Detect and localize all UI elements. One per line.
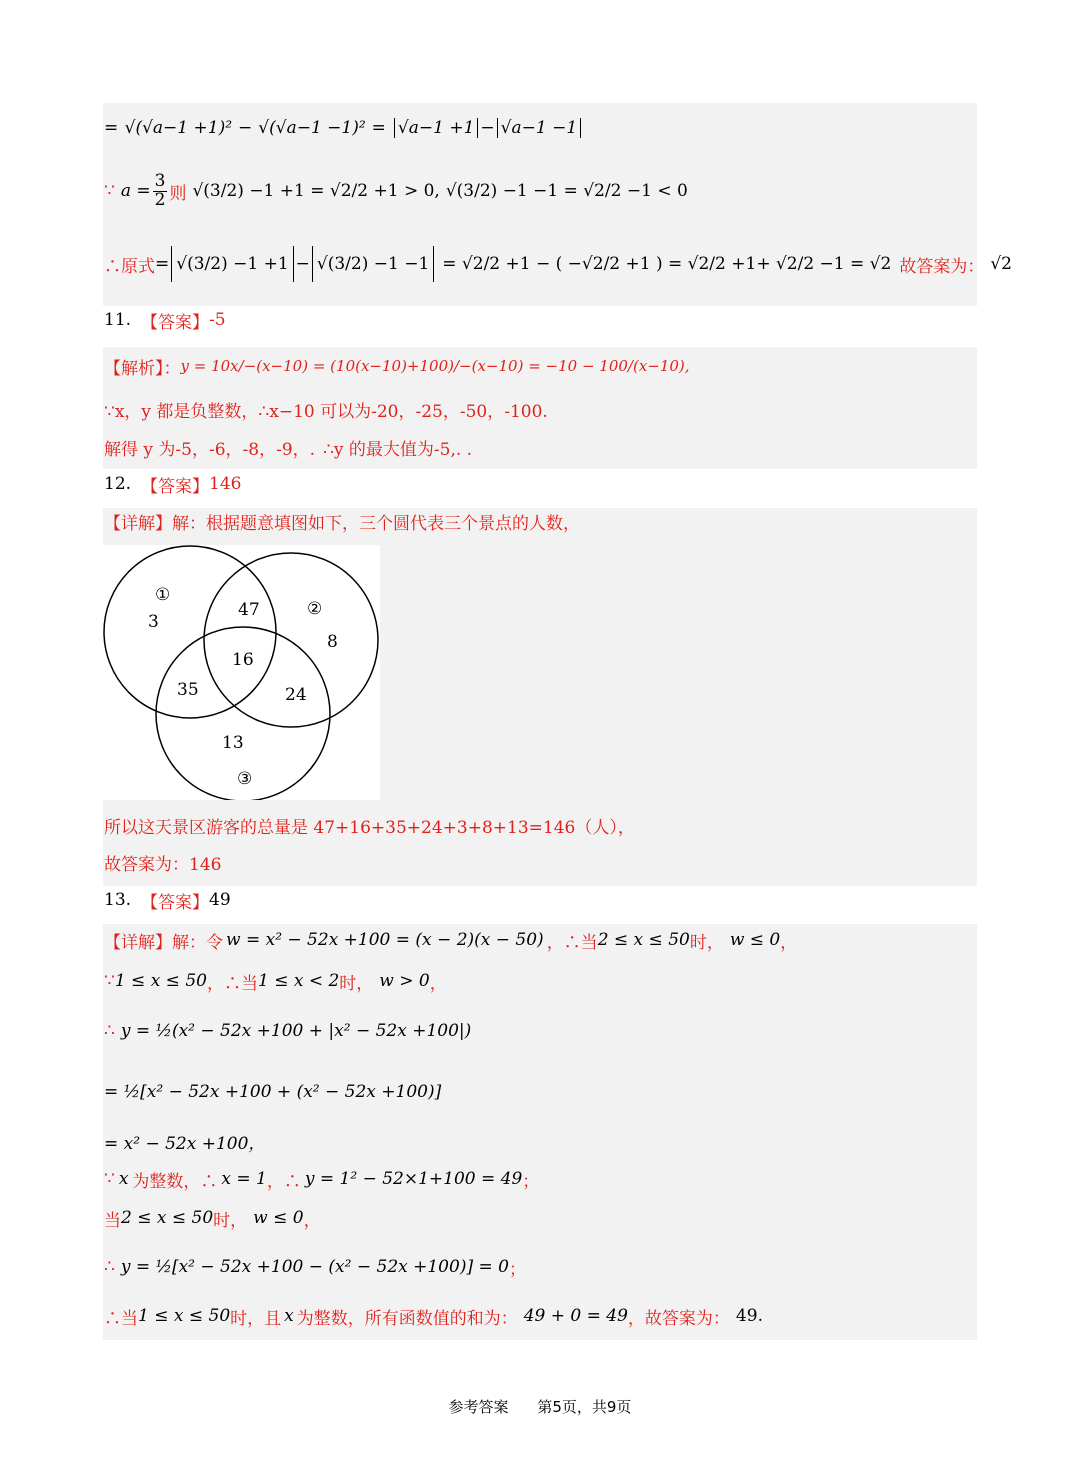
- q10-line1-expr-b: √(√a−1 −1)²: [258, 118, 366, 138]
- q11-answer-line: [104, 307, 226, 333]
- footer-page-number: 第5页，共9页: [537, 1398, 632, 1416]
- q10-part1: √(3/2) −1 +1 = √2/2 +1 > 0,: [192, 181, 440, 201]
- q13-l8-math: y = ½[x² − 52x +100 − (x² − 52x +100)] = 0: [120, 1257, 509, 1277]
- q10-answer-label: 故答案为：: [899, 256, 985, 277]
- q11-analysis-label: 【解析】：: [104, 358, 181, 379]
- venn-label-3: ③: [237, 769, 253, 789]
- q11-line3-b: ∴y 的最大值为-5,. .: [323, 439, 473, 460]
- q13-l6-b: 为整数，∴: [132, 1171, 218, 1192]
- q10-line3-abs2: √(3/2) −1 −1: [312, 246, 434, 282]
- venn-only-2: 8: [327, 632, 338, 652]
- q12-answer: 146: [209, 474, 242, 494]
- q13-l1-text: 解：令: [172, 932, 223, 953]
- q13-l2-c: 时，: [339, 973, 374, 994]
- q13-answer: 49: [209, 890, 231, 910]
- q10-line-2: [104, 168, 688, 214]
- q13-l1-math3: w ≤ 0: [729, 930, 781, 950]
- q13-l6-math: x: [118, 1169, 129, 1189]
- q13-l9-a: ∴当: [104, 1308, 138, 1329]
- q13-l7-math: 2 ≤ x ≤ 50: [121, 1208, 214, 1228]
- q10-line1-eq2: =: [371, 118, 386, 138]
- q13-line-3: [104, 1010, 471, 1052]
- q13-l9-math: 1 ≤ x ≤ 50: [138, 1306, 231, 1326]
- page-footer: [0, 1396, 1080, 1417]
- q13-l9-math2: x: [284, 1306, 294, 1326]
- q12-total-line: [104, 812, 635, 838]
- q10-line-3: [104, 240, 1012, 288]
- q13-line-1: [104, 927, 797, 953]
- venn-only-1: 3: [148, 612, 159, 632]
- q10-line3-rest: = √2/2 +1 − ( −√2/2 +1 ) = √2/2 +1+ √2/2 −1 = √2: [442, 254, 892, 274]
- q12-detail-line: [104, 508, 580, 534]
- q10-frac-den: 2: [154, 189, 166, 210]
- q13-l6-c: ，∴: [266, 1171, 301, 1192]
- q10-because: ∵: [104, 181, 115, 201]
- q10-line1-abs-a: √a−1 +1: [394, 118, 479, 138]
- q11-analysis-formula: y = 10x/−(x−10) = (10(x−10)+100)/−(x−10) = −10 − 100/(x−10),: [180, 357, 690, 375]
- q13-l9-d: ，故答案为：: [627, 1308, 730, 1329]
- q10-therefore: ∴原式: [104, 256, 155, 277]
- q13-l9-end: .: [757, 1306, 763, 1326]
- q13-l5-math: = x² − 52x +100，: [104, 1133, 266, 1154]
- q10-line3-minus: −: [295, 254, 310, 274]
- q13-l2-math2: 1 ≤ x < 2: [257, 971, 340, 991]
- q13-l9-c: 为整数，所有函数值的和为：: [296, 1308, 518, 1329]
- q10-part2: √(3/2) −1 −1 = √2/2 −1 < 0: [445, 181, 688, 201]
- q11-line2-b: ∴x−10 可以为-20，-25，-50，-100.: [258, 401, 548, 422]
- q10-line1-minus2: −: [480, 118, 495, 138]
- venn-label-1: ①: [155, 585, 171, 605]
- q13-answer-label: 【答案】: [141, 892, 210, 913]
- footer-left: 参考答案: [448, 1398, 509, 1416]
- q10-fraction-3-2: [153, 170, 168, 210]
- q10-line1-expr-a: √(√a−1 +1)²: [124, 118, 233, 138]
- q13-l2-end: ，: [429, 973, 447, 994]
- q12-detail-text: 解：根据题意填图如下，三个圆代表三个景点的人数，: [172, 513, 580, 534]
- q11-answer-label: 【答案】: [141, 312, 210, 333]
- q13-l9-answer: 49: [735, 1306, 758, 1326]
- q13-l6-end: ；: [522, 1171, 540, 1192]
- q10-line1-abs-b: √a−1 −1: [497, 118, 582, 138]
- q12-detail-label: 【详解】: [104, 513, 172, 534]
- q13-l8-therefore: ∴: [104, 1257, 115, 1277]
- venn-only-3: 13: [222, 733, 244, 753]
- venn-abc: 16: [232, 650, 254, 670]
- q11-analysis-line-3: [104, 434, 472, 460]
- q11-line3-a: 解得 y 为-5，-6，-8，-9，.: [104, 439, 316, 460]
- q10-frac-num: 3: [154, 170, 166, 191]
- q13-l2-b: ，∴当: [206, 973, 258, 994]
- venn-svg: [103, 545, 380, 800]
- q13-l8-end: ；: [508, 1259, 526, 1280]
- q12-answer-final-line: [104, 849, 221, 875]
- q13-answer-line: [104, 887, 231, 913]
- q13-line-7: [104, 1205, 321, 1231]
- q10-line1-eq: =: [104, 118, 119, 138]
- q13-l7-math2: w ≤ 0: [253, 1208, 304, 1228]
- q13-l1-end: ，: [780, 932, 798, 953]
- q10-line3-eq: =: [155, 254, 170, 274]
- q13-line-5: [104, 1128, 265, 1154]
- q13-line-2: [104, 968, 447, 994]
- q13-l3-therefore: ∴: [104, 1021, 115, 1041]
- q13-l7-b: 时，: [213, 1210, 248, 1231]
- q13-l6-math2: x = 1: [221, 1169, 267, 1189]
- q12-answer-final: 故答案为：146: [104, 854, 222, 875]
- q13-l1-math2: 2 ≤ x ≤ 50: [597, 930, 690, 950]
- q11-number: 11: [104, 310, 126, 330]
- q13-number: 13.: [104, 890, 132, 910]
- q10-answer: √2: [990, 254, 1012, 274]
- q10-line1-minus: −: [238, 118, 253, 138]
- q13-l2-math3: w > 0: [379, 971, 430, 991]
- venn-ac: 35: [177, 680, 199, 700]
- venn-label-2: ②: [307, 599, 323, 619]
- venn-diagram: [103, 545, 380, 800]
- q13-line-8: [104, 1246, 526, 1288]
- q12-answer-line: [104, 471, 242, 497]
- q12-total-text: 所以这天景区游客的总量是 47+16+35+24+3+8+13=146（人），: [104, 817, 635, 838]
- q13-line-9: [104, 1303, 763, 1329]
- venn-bc: 24: [285, 685, 307, 705]
- q13-l3-math: y = ½(x² − 52x +100 + |x² − 52x +100|): [120, 1021, 472, 1041]
- q11-line2-a: ∵x，y 都是负整数，: [104, 401, 259, 422]
- q13-l1-text2: ，∴当: [546, 932, 598, 953]
- venn-ab: 47: [238, 600, 260, 620]
- q10-ze: 则: [169, 183, 187, 204]
- q13-detail-label: 【详解】: [104, 932, 172, 953]
- q13-l1-math: w = x² − 52x +100 = (x − 2)(x − 50): [226, 930, 544, 950]
- q13-l9-b: 时，且: [230, 1308, 282, 1329]
- q11-analysis-line-1: [104, 350, 690, 382]
- q11-answer: -5: [209, 310, 226, 330]
- q13-l7-a: 当: [104, 1210, 121, 1231]
- q10-line-1: [104, 108, 583, 148]
- q13-l4-math: = ½[x² − 52x +100 + (x² − 52x +100)]: [104, 1082, 442, 1102]
- q13-l6-math3: y = 1² − 52×1+100 = 49: [304, 1169, 523, 1189]
- q13-l2-a: ∵: [104, 971, 115, 991]
- q10-line3-abs1: √(3/2) −1 +1: [171, 246, 293, 282]
- q12-number: 12.: [104, 474, 132, 494]
- q12-answer-label: 【答案】: [141, 476, 210, 497]
- q13-l7-end: ，: [303, 1210, 321, 1231]
- q13-l1-text3: 时，: [689, 932, 724, 953]
- q13-l9-math3: 49 + 0 = 49: [523, 1306, 628, 1326]
- q13-line-6: [104, 1166, 539, 1192]
- q11-analysis-line-2: [104, 396, 548, 422]
- q13-l6-a: ∵: [104, 1169, 115, 1189]
- q10-a-eq: a =: [120, 181, 151, 201]
- q11-dot: .: [125, 310, 132, 330]
- q13-line-4: [104, 1071, 441, 1113]
- q13-l2-math: 1 ≤ x ≤ 50: [114, 971, 207, 991]
